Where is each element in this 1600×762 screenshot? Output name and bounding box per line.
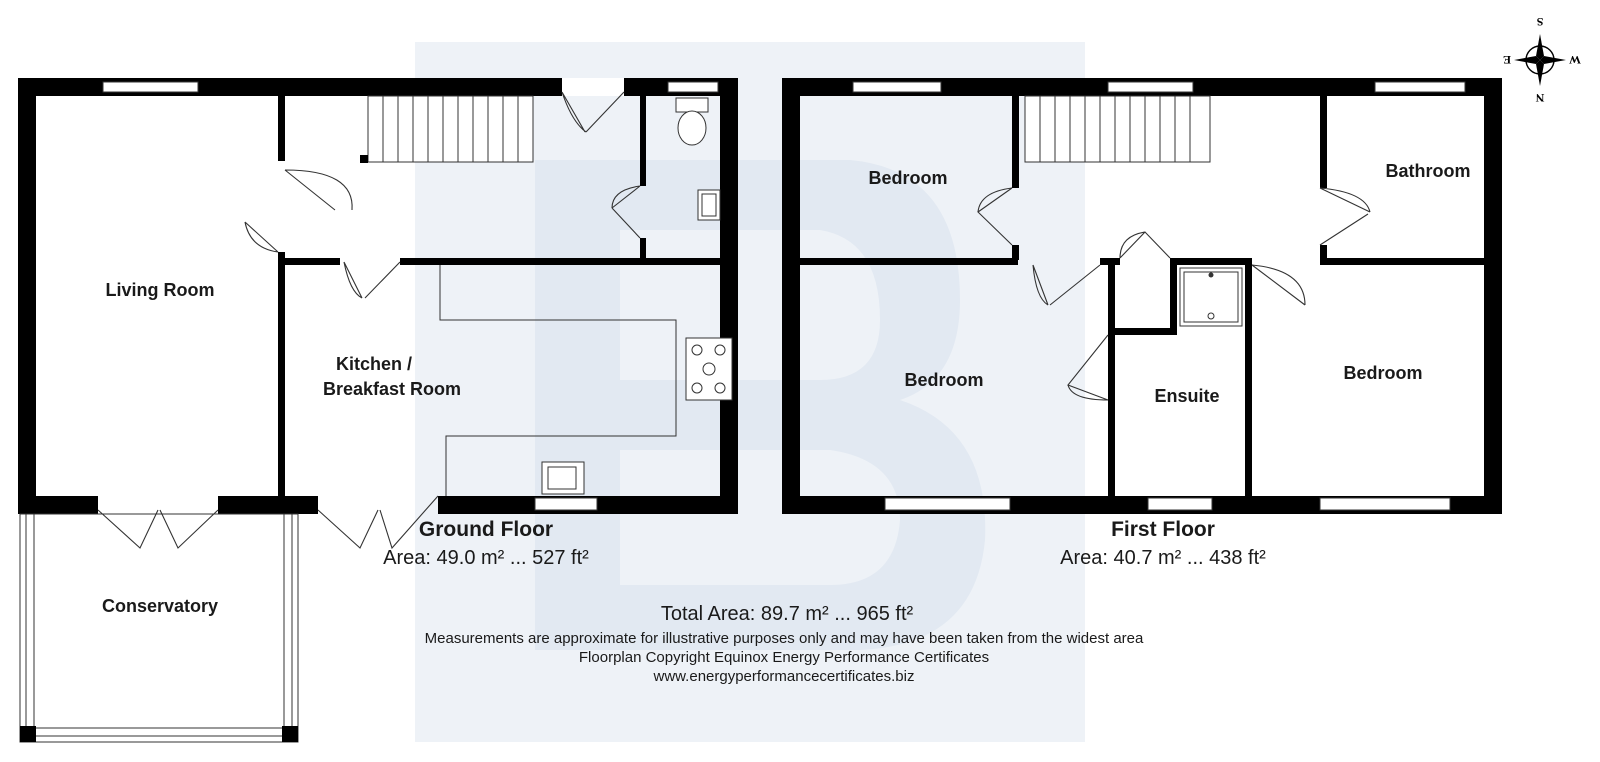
- room-label-bedroom-left: Bedroom: [904, 370, 984, 390]
- stairs-first: [1025, 96, 1210, 162]
- toilet-icon: [676, 98, 708, 145]
- first-floor-area: Area: 40.7 m² ... 438 ft²: [1060, 547, 1266, 569]
- compass-e-label: E: [1502, 53, 1512, 67]
- compass-icon: [1503, 15, 1581, 105]
- first-floor-title: First Floor: [1111, 518, 1215, 541]
- sink-icon: [542, 462, 584, 494]
- room-label-conservatory: Conservatory: [101, 596, 219, 616]
- room-label-ensuite: Ensuite: [1154, 386, 1220, 406]
- conservatory-plan: [20, 514, 298, 742]
- room-label-bathroom: Bathroom: [1385, 161, 1471, 181]
- basin-icon: [698, 190, 720, 220]
- disclaimer-text: Measurements are approximate for illustrative purposes only and may have been taken from the widest area: [424, 630, 1144, 647]
- compass-w-label: W: [1569, 53, 1581, 67]
- shower-icon: [1180, 268, 1242, 326]
- ground-floor-title: Ground Floor: [418, 518, 554, 541]
- room-label-bedroom-top-left: Bedroom: [868, 168, 948, 188]
- copyright-text: Floorplan Copyright Equinox Energy Performance Certificates: [578, 649, 990, 666]
- stairs-ground: [360, 96, 533, 163]
- ground-floor-area: Area: 49.0 m² ... 527 ft²: [383, 547, 589, 569]
- room-label-kitchen-line2: Breakfast Room: [322, 379, 462, 399]
- compass-n-label: N: [1535, 91, 1545, 105]
- room-label-bedroom-right: Bedroom: [1343, 363, 1423, 383]
- website-text: www.energyperformancecertificates.biz: [653, 668, 915, 685]
- room-label-living-room: Living Room: [105, 280, 215, 300]
- total-area: Total Area: 89.7 m² ... 965 ft²: [660, 603, 914, 625]
- hob-icon: [686, 338, 732, 400]
- compass-s-label: S: [1536, 15, 1544, 29]
- room-label-kitchen-line1: Kitchen /: [335, 354, 413, 374]
